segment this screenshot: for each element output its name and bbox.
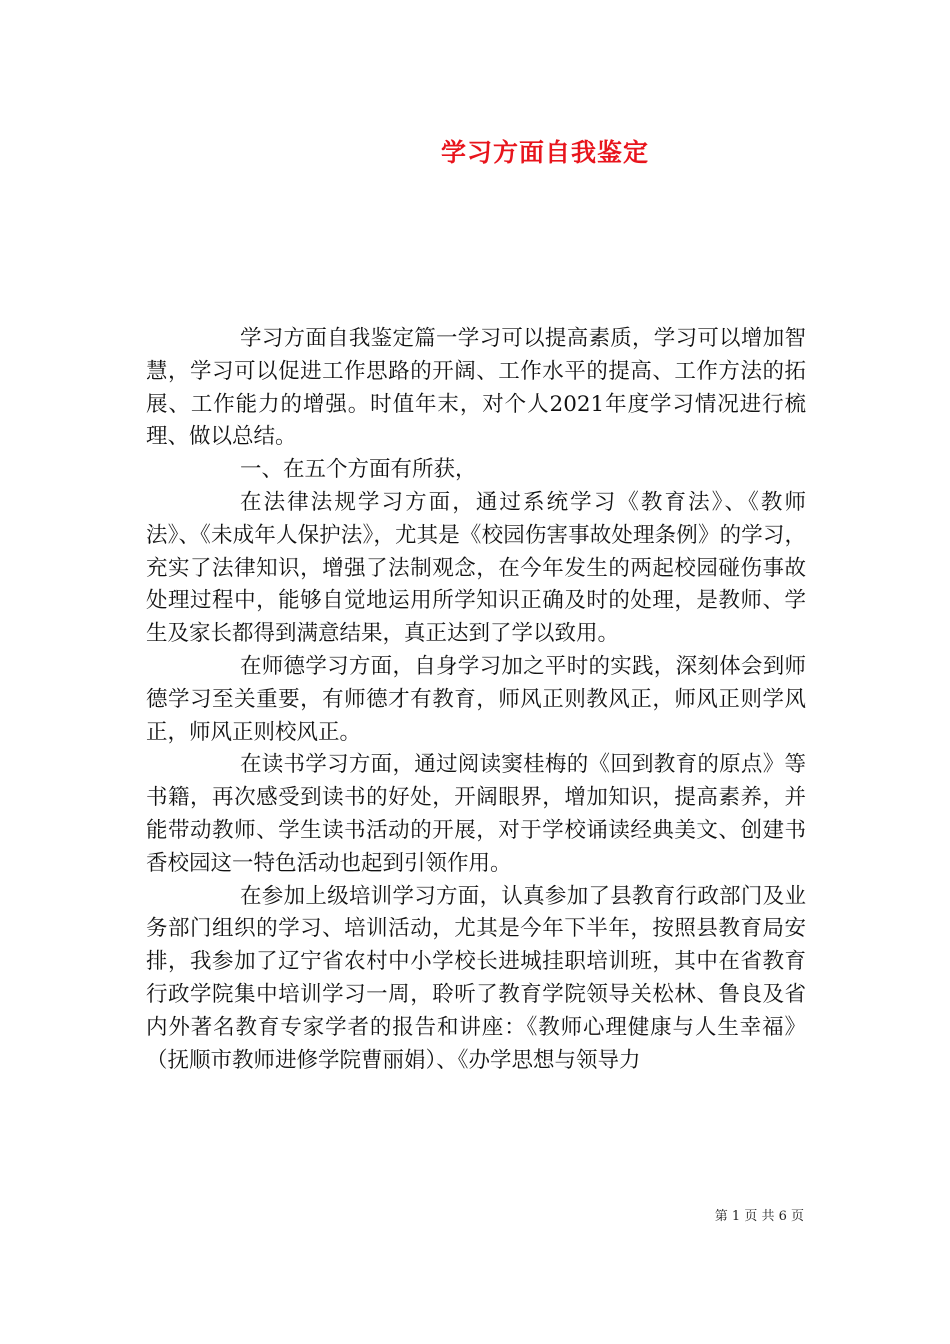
paragraph-section-heading: 一、在五个方面有所获， bbox=[240, 457, 477, 483]
document-body bbox=[146, 323, 806, 1077]
paragraph-ethics-study: 在师德学习方面，自身学习加之平时的实践，深刻体会到师德学习至关重要，有师德才有教育，师风正则教风正，师风正则学风正，师风正则校风正。 bbox=[146, 653, 806, 745]
paragraph-law-study: 在法律法规学习方面，通过系统学习《教育法》、《教师法》、《未成年人保护法》，尤其是《校园伤害事故处理条例》的学习，充实了法律知识，增强了法制观念，在今年发生的两起校园碰伤事故处理过程中，能够自觉地运用所学知识正确及时的处理，是教师、学生及家长都得到满意结果，真正达到了学以致用。 bbox=[146, 489, 806, 647]
paragraph-training-study: 在参加上级培训学习方面，认真参加了县教育行政部门及业务部门组织的学习、培训活动，尤其是今年下半年，按照县教育局安排，我参加了辽宁省农村中小学校长进城挂职培训班，其中在省教育行政学院集中培训学习一周，聆听了教育学院领导关松林、鲁良及省内外著名教育专家学者的报告和讲座：《教师心理健康与人生幸福》（抚顺市教师进修学院曹丽娟）、《办学思想与领导力 bbox=[146, 883, 806, 1073]
document-title: 学习方面自我鉴定 bbox=[440, 138, 649, 167]
page-number-footer: 第 1 页 共 6 页 bbox=[714, 1209, 804, 1224]
paragraph-intro: 学习方面自我鉴定篇一学习可以提高素质，学习可以增加智慧，学习可以促进工作思路的开阔、工作水平的提高、工作方法的拓展、工作能力的增强。时值年末，对个人2021年度学习情况进行梳理、做以总结。 bbox=[146, 326, 806, 450]
paragraph-reading-study: 在读书学习方面，通过阅读窦桂梅的《回到教育的原点》等书籍，再次感受到读书的好处，开阔眼界，增加知识，提高素养，并能带动教师、学生读书活动的开展，对于学校诵读经典美文、创建书香校园这一特色活动也起到引领作用。 bbox=[146, 752, 806, 876]
